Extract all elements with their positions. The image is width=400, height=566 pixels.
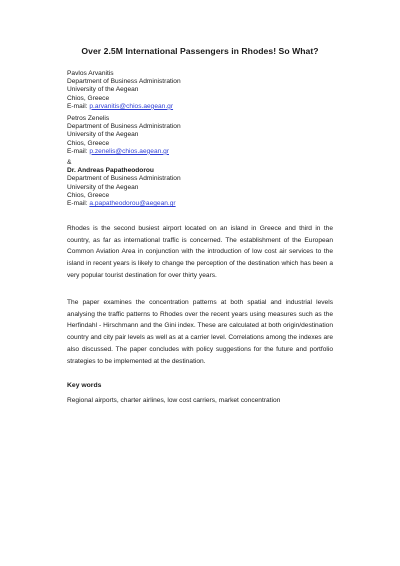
author-university: University of the Aegean: [67, 183, 139, 191]
email-label: E-mail:: [67, 102, 88, 110]
author-location: Chios, Greece: [67, 191, 110, 199]
email-label: E-mail:: [67, 200, 88, 208]
author-department: Department of Business Administration: [67, 123, 181, 131]
author-name: Petros Zenelis: [67, 115, 110, 122]
author-university: University of the Aegean: [67, 86, 139, 94]
author-name: Dr. Andreas Papatheodorou: [67, 167, 154, 175]
author-location: Chios, Greece: [67, 139, 110, 147]
author-email-line: [67, 148, 181, 156]
email-link[interactable]: a.papatheodorou@aegean.gr: [89, 200, 176, 208]
author-name: Pavlos Arvanitis: [67, 70, 114, 77]
author-department: Department of Business Administration: [67, 175, 181, 183]
author-email-line: [67, 200, 181, 208]
author-block-2: [67, 115, 181, 156]
author-department: Department of Business Administration: [67, 78, 181, 86]
abstract-paragraph-2: The paper examines the concentration patterns at both spatial and industrial levels analysing the traffic patterns to Rhodes over the recent years using measures such as the Herfindahl - Hirschmann and the Gini index. These are calculated at both origin/destination country and city pair levels as well as at a carrier level. Correlations among the indexes are also discussed. The paper concludes with policy suggestions for the future and portfolio strategies to be implemented at the destination.: [67, 299, 333, 365]
email-label: E-mail:: [67, 147, 88, 155]
abstract-paragraph-1: Rhodes is the second busiest airport located on an island in Greece and third in the country, as far as international traffic is concerned. The establishment of the European Common Aviation Area in conjunction with the introduction of low cost air services to the island in recent years is likely to change the perception of the destination which has been a very popular tourist destination for over thirty years.: [67, 225, 333, 279]
paper-title: Over 2.5M International Passengers in Rhodes! So What?: [81, 46, 319, 56]
keywords-heading: Key words: [67, 382, 102, 389]
author-email-line: [67, 103, 181, 111]
author-separator: &: [67, 159, 72, 166]
email-link[interactable]: p.arvanitis@chios.aegean.gr: [89, 102, 174, 110]
keywords-text: Regional airports, charter airlines, low cost carriers, market concentration: [67, 397, 281, 404]
author-block-3: [67, 159, 181, 208]
author-university: University of the Aegean: [67, 131, 139, 139]
author-location: Chios, Greece: [67, 94, 110, 102]
email-link[interactable]: p.zenelis@chios.aegean.gr: [89, 147, 169, 155]
author-block-1: [67, 70, 181, 111]
